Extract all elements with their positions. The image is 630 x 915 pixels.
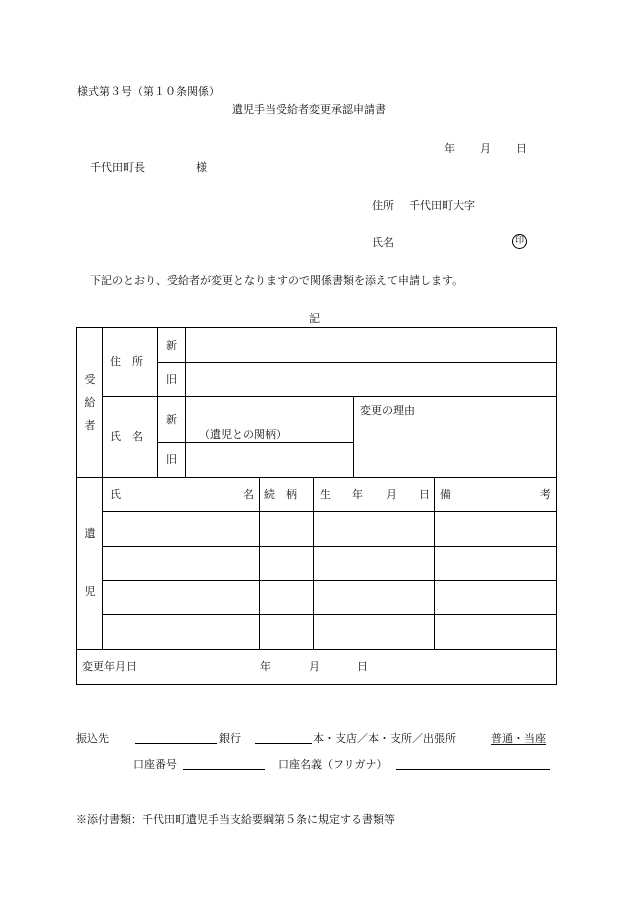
change-date-month: 月: [309, 660, 320, 673]
child-header-remarks-left: 備: [440, 488, 451, 501]
child-row-divider-1: [102, 546, 557, 547]
child-col-divider: [102, 477, 103, 649]
child-header-name-right: 名: [243, 488, 254, 501]
attachment-footnote: ※添付書類：千代田町遺児手当支給要綱第５条に規定する書類等: [76, 813, 395, 826]
child-row-divider-2: [102, 580, 557, 581]
reason-label: 変更の理由: [360, 404, 415, 417]
bank-suffix: 銀行: [219, 732, 241, 745]
branch-name-blank: [255, 731, 312, 744]
honorific: 様: [196, 161, 207, 174]
table-border-right: [556, 327, 557, 684]
child-header-name-left: 氏: [110, 488, 121, 501]
remarks-col-divider: [434, 477, 435, 649]
statement: 下記のとおり、受給者が変更となりますので関係書類を添えて申請します。: [90, 274, 464, 287]
change-date-year: 年: [260, 660, 271, 673]
name-row-label: 氏 名: [110, 430, 143, 443]
address-value: 千代田町大字: [409, 199, 475, 212]
address-old: 旧: [166, 373, 177, 386]
label-col-divider: [157, 327, 158, 477]
account-type: 普通・当座: [491, 732, 546, 745]
relation-note: （遺児との関柄）: [199, 428, 287, 441]
change-date-label: 変更年月日: [82, 660, 137, 673]
child-header-birth-nen: 年: [352, 488, 363, 501]
child-header-birth-hi: 日: [419, 488, 430, 501]
child-label-bottom: 児: [84, 585, 96, 598]
address-new: 新: [166, 339, 177, 352]
date-day: 日: [516, 142, 527, 155]
account-holder-blank: [396, 757, 550, 770]
account-number-label: 口座番号: [133, 758, 177, 771]
recipient-child-divider: [76, 477, 557, 478]
child-row-divider-3: [102, 614, 557, 615]
recipient-label-3: 者: [84, 419, 96, 432]
reason-col-divider: [353, 396, 354, 477]
transfer-label: 振込先: [76, 732, 109, 745]
seal-icon: 印: [512, 234, 527, 249]
address-row-divider: [157, 362, 557, 363]
bank-name-blank: [135, 731, 217, 744]
child-header-birth-sei: 生: [320, 488, 331, 501]
account-number-blank: [183, 757, 265, 770]
ki-heading: 記: [309, 312, 320, 325]
child-header-relation: 続 柄: [264, 488, 297, 501]
addressee: 千代田町長: [90, 161, 145, 174]
child-label-top: 遺: [84, 527, 96, 540]
name-new: 新: [166, 413, 177, 426]
name-row-divider: [157, 442, 354, 443]
recipient-col-divider: [102, 327, 103, 477]
table-border-bottom: [76, 684, 557, 685]
child-header-divider: [102, 511, 557, 512]
table-border-left: [76, 327, 77, 684]
child-header-remarks-right: 考: [540, 488, 551, 501]
address-name-divider: [102, 396, 557, 397]
address-row-label: 住 所: [110, 355, 143, 368]
child-header-birth-tsuki: 月: [386, 488, 397, 501]
change-date-day: 日: [357, 660, 368, 673]
account-holder-label: 口座名義（フリガナ）: [278, 758, 388, 771]
form-number: 様式第３号（第１０条関係）: [77, 85, 220, 98]
birth-col-divider: [313, 477, 314, 649]
newold-col-divider: [185, 327, 186, 477]
name-old: 旧: [166, 453, 177, 466]
recipient-label-2: 給: [84, 396, 96, 409]
relation-col-divider: [259, 477, 260, 649]
address-label: 住所: [372, 199, 394, 212]
date-month: 月: [480, 142, 491, 155]
branch-suffix: 本・支店／本・支所／出張所: [313, 732, 456, 745]
recipient-label-1: 受: [84, 373, 96, 386]
date-year: 年: [444, 142, 455, 155]
document-title: 遺児手当受給者変更承認申請書: [232, 103, 386, 116]
name-label: 氏名: [372, 236, 394, 249]
table-border-top: [76, 327, 557, 328]
change-date-divider: [76, 649, 557, 650]
